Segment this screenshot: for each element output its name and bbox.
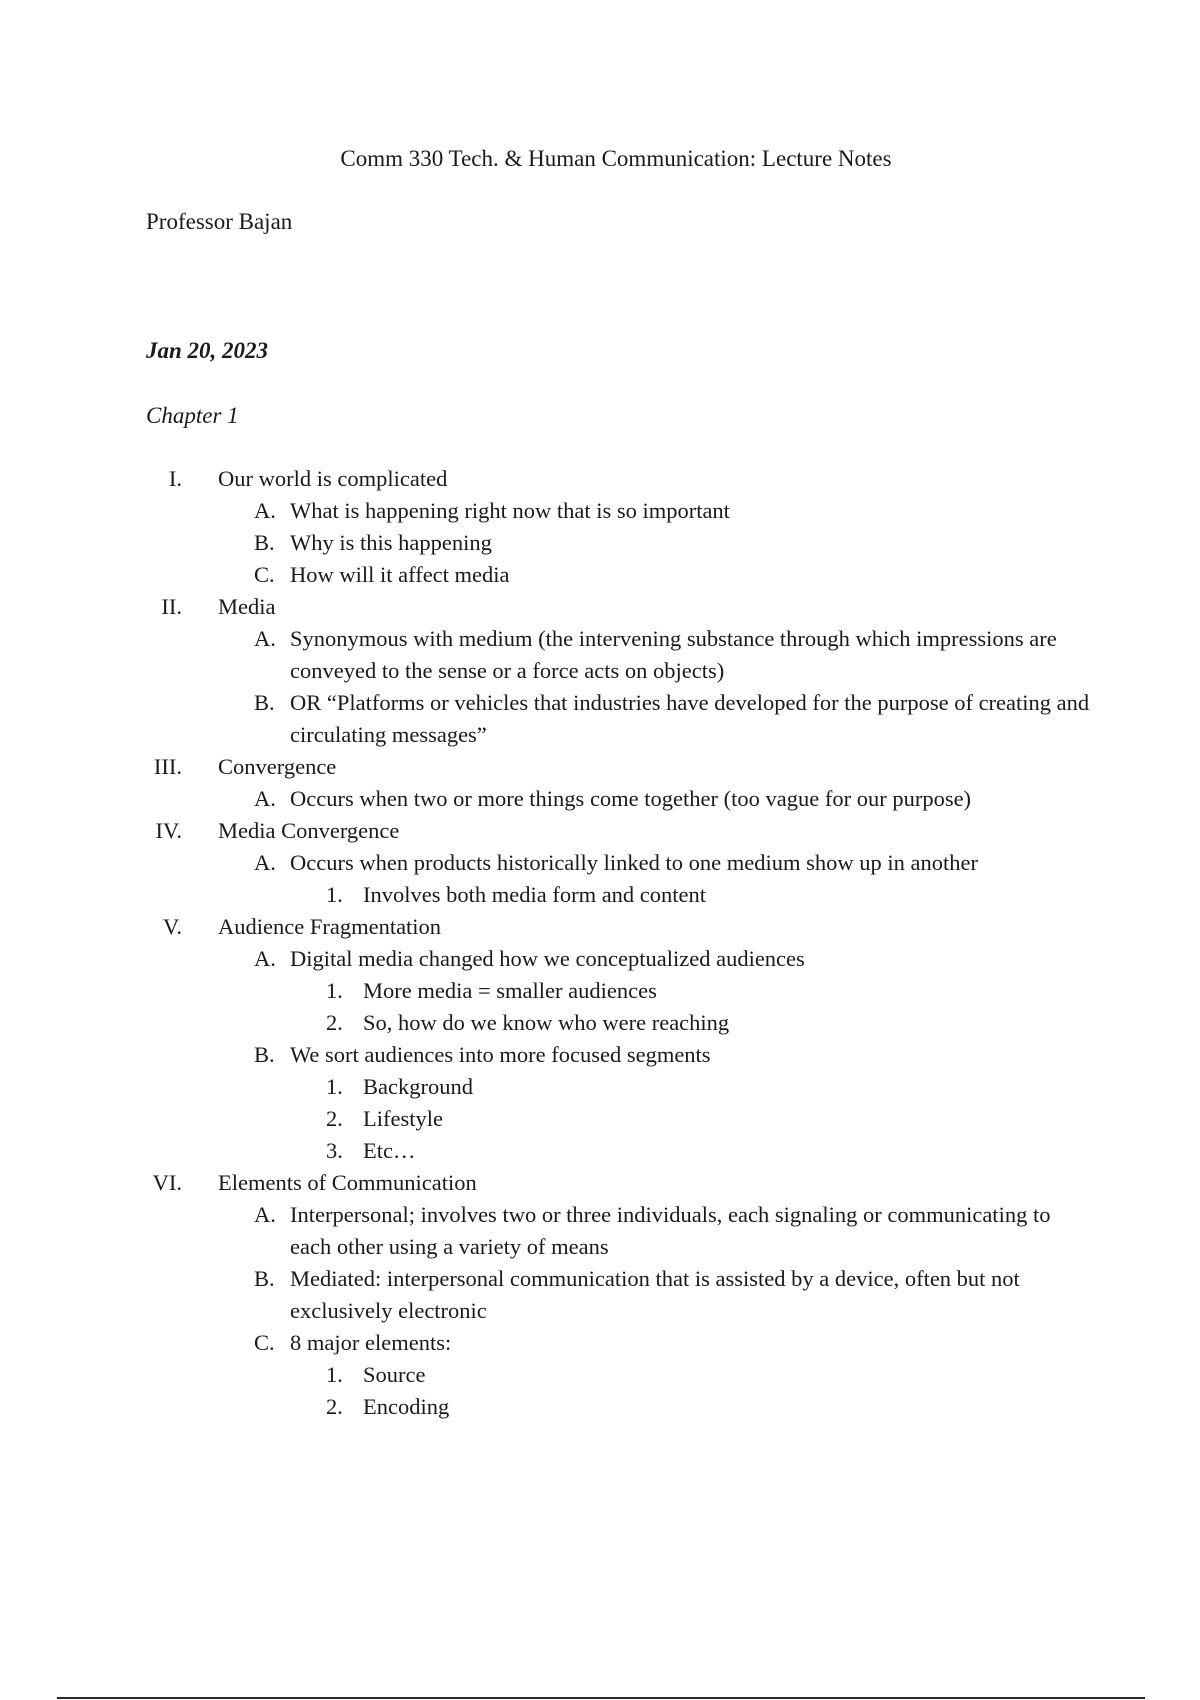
outline-item-level-3	[0, 975, 1200, 1007]
outline-marker: A.	[254, 786, 276, 811]
outline-marker: 2.	[326, 1394, 343, 1419]
outline-item-level-2	[0, 1199, 1200, 1263]
outline-text: Etc…	[363, 1138, 416, 1163]
outline-marker: A.	[254, 946, 276, 971]
outline-marker: 1.	[326, 1074, 343, 1099]
lecture-outline	[0, 463, 1200, 1423]
outline-item-level-2	[0, 1327, 1200, 1359]
outline-text: Occurs when two or more things come together (too vague for our purpose)	[290, 786, 972, 811]
outline-item-level-1	[0, 591, 1200, 623]
outline-marker: II.	[161, 594, 182, 619]
outline-item-level-2	[0, 1263, 1200, 1327]
outline-text: Involves both media form and content	[363, 882, 707, 907]
outline-item-level-3	[0, 879, 1200, 911]
outline-marker: A.	[254, 626, 276, 651]
outline-item-level-2	[0, 847, 1200, 879]
outline-marker: 2.	[326, 1106, 343, 1131]
outline-marker: IV.	[155, 818, 182, 843]
outline-item-level-3	[0, 1391, 1200, 1423]
outline-marker: B.	[254, 690, 275, 715]
outline-marker: III.	[153, 754, 182, 779]
outline-item-level-1	[0, 815, 1200, 847]
outline-marker: C.	[254, 1330, 275, 1355]
outline-text: More media = smaller audiences	[363, 978, 657, 1003]
professor-name: Professor Bajan	[146, 209, 293, 234]
outline-text: We sort audiences into more focused segments	[290, 1042, 711, 1067]
outline-marker: A.	[254, 1202, 276, 1227]
outline-text: Source	[363, 1362, 426, 1387]
outline-text: Lifestyle	[363, 1106, 443, 1131]
outline-item-level-3	[0, 1007, 1200, 1039]
outline-item-level-3	[0, 1135, 1200, 1167]
chapter-heading: Chapter 1	[146, 403, 239, 428]
outline-item-level-1	[0, 751, 1200, 783]
page-bottom-divider	[57, 1697, 1145, 1699]
outline-marker: 1.	[326, 1362, 343, 1387]
outline-marker: C.	[254, 562, 275, 587]
outline-marker: 3.	[326, 1138, 343, 1163]
outline-text: Why is this happening	[290, 530, 492, 555]
outline-marker: V.	[163, 914, 182, 939]
outline-text: Synonymous with medium (the intervening substance through which impressions are conveyed to the sense or a force acts on objects)	[290, 626, 1057, 683]
outline-text: Encoding	[363, 1394, 450, 1419]
outline-text: OR “Platforms or vehicles that industries have developed for the purpose of creating and circulating messages”	[290, 690, 1090, 747]
outline-marker: 1.	[326, 978, 343, 1003]
outline-marker: A.	[254, 850, 276, 875]
outline-item-level-1	[0, 463, 1200, 495]
outline-item-level-2	[0, 1039, 1200, 1071]
outline-text: Audience Fragmentation	[218, 914, 442, 939]
outline-item-level-2	[0, 495, 1200, 527]
outline-marker: 1.	[326, 882, 343, 907]
outline-text: 8 major elements:	[290, 1330, 452, 1355]
outline-item-level-2	[0, 623, 1200, 687]
outline-text: Occurs when products historically linked to one medium show up in another	[290, 850, 978, 875]
outline-text: Digital media changed how we conceptualized audiences	[290, 946, 805, 971]
outline-marker: B.	[254, 1042, 275, 1067]
outline-marker: VI.	[152, 1170, 182, 1195]
outline-text: How will it affect media	[290, 562, 510, 587]
outline-marker: A.	[254, 498, 276, 523]
outline-marker: B.	[254, 1266, 275, 1291]
outline-item-level-2	[0, 943, 1200, 975]
outline-item-level-3	[0, 1359, 1200, 1391]
lecture-date: Jan 20, 2023	[146, 338, 269, 363]
outline-marker: 2.	[326, 1010, 343, 1035]
outline-item-level-1	[0, 1167, 1200, 1199]
outline-item-level-2	[0, 527, 1200, 559]
outline-marker: I.	[168, 466, 182, 491]
outline-text: Media	[218, 594, 276, 619]
outline-item-level-2	[0, 687, 1200, 751]
outline-item-level-2	[0, 783, 1200, 815]
outline-item-level-2	[0, 559, 1200, 591]
outline-item-level-3	[0, 1103, 1200, 1135]
outline-text: Convergence	[218, 754, 337, 779]
outline-text: Interpersonal; involves two or three individuals, each signaling or communicating to each other using a variety of means	[290, 1202, 1051, 1259]
outline-text: What is happening right now that is so important	[290, 498, 730, 523]
outline-marker: B.	[254, 530, 275, 555]
outline-item-level-1	[0, 911, 1200, 943]
outline-text: So, how do we know who were reaching	[363, 1010, 730, 1035]
outline-text: Our world is complicated	[218, 466, 448, 491]
outline-text: Media Convergence	[218, 818, 400, 843]
outline-text: Mediated: interpersonal communication that is assisted by a device, often but not exclusively electronic	[290, 1266, 1020, 1323]
outline-item-level-3	[0, 1071, 1200, 1103]
outline-text: Background	[363, 1074, 473, 1099]
outline-text: Elements of Communication	[218, 1170, 477, 1195]
document-title: Comm 330 Tech. & Human Communication: Lecture Notes	[340, 146, 892, 171]
